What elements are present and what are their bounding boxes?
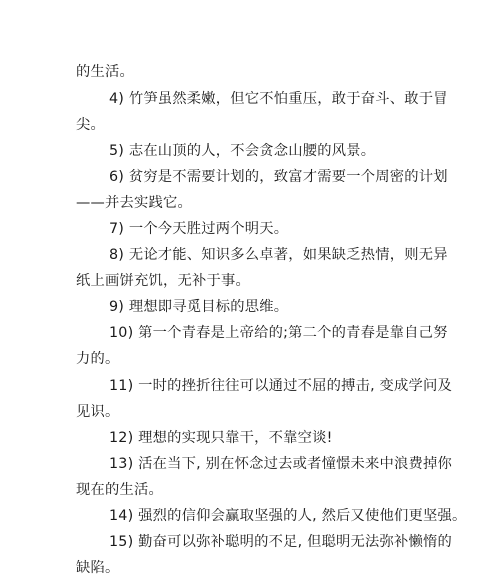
text-line: 14) 强烈的信仰会赢取坚强的人, 然后又使他们更坚强。	[109, 508, 467, 524]
text-line: 尖。	[76, 117, 105, 133]
text-line: 15) 勤奋可以弥补聪明的不足, 但聪明无法弥补懒惰的	[109, 534, 453, 550]
text-line: 缺陷。	[76, 560, 120, 576]
text-line: ——并去实践它。	[76, 195, 192, 211]
text-line: 5) 志在山顶的人，不会贪念山腰的风景。	[109, 143, 376, 159]
text-line: 6) 贫穷是不需要计划的，致富才需要一个周密的计划	[109, 169, 448, 185]
text-line: 4) 竹笋虽然柔嫩，但它不怕重压，敢于奋斗、敢于冒	[109, 91, 448, 107]
text-line: 11) 一时的挫折往往可以通过不屈的搏击, 变成学问及	[109, 378, 453, 394]
text-line: 8) 无论才能、知识多么卓著，如果缺乏热情，则无异	[109, 247, 448, 263]
text-line: 7) 一个今天胜过两个明天。	[109, 221, 289, 237]
text-line: 纸上画饼充饥，无补于事。	[76, 273, 250, 289]
text-line: 现在的生活。	[76, 482, 163, 498]
text-line: 见识。	[76, 404, 120, 420]
text-line: 13) 活在当下, 别在怀念过去或者憧憬未来中浪费掉你	[109, 456, 453, 472]
text-line: 的生活。	[76, 64, 134, 80]
text-line: 9) 理想即寻觅目标的思维。	[109, 299, 289, 315]
text-line: 力的。	[76, 351, 120, 367]
text-line: 12) 理想的实现只靠干，不靠空谈!	[109, 430, 333, 446]
text-line: 10) 第一个青春是上帝给的;第二个的青春是靠自己努	[109, 325, 448, 341]
